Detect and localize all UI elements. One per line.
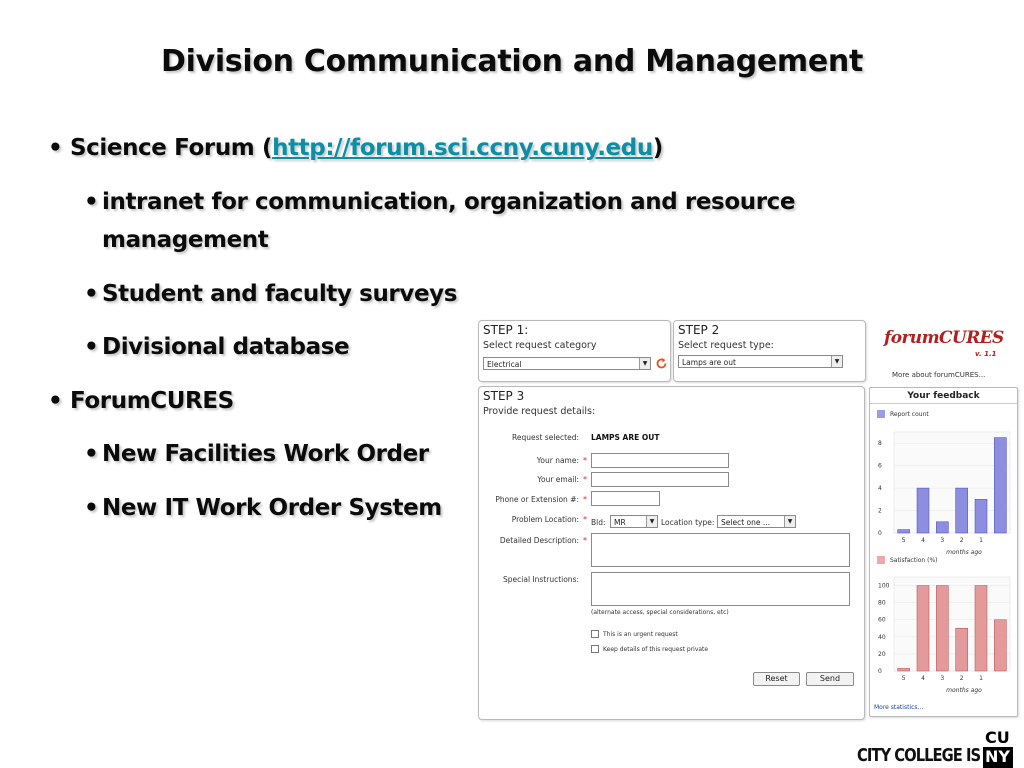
step3-title: STEP 3 [483, 389, 525, 403]
x-tick-label: 5 [901, 537, 906, 544]
urgent-checkbox[interactable] [591, 630, 599, 638]
bullet-text: intranet for communication, organization and resource [102, 189, 796, 215]
x-tick-label: 1 [979, 537, 983, 544]
description-label: Detailed Description: [499, 536, 579, 545]
location-type-select-value: Select one ... [721, 518, 771, 527]
bullet-surveys [84, 281, 458, 307]
bullet-dot: • [48, 388, 63, 414]
bar [898, 530, 910, 533]
x-tick-label: 4 [921, 675, 925, 682]
step1-title: STEP 1: [483, 323, 529, 337]
name-label: Your name: [536, 456, 579, 465]
x-tick-label: 4 [921, 537, 925, 544]
bar [917, 586, 929, 671]
x-tick-label: 1 [979, 675, 983, 682]
bullet-intranet-cont [102, 227, 268, 253]
chevron-down-icon: ▼ [831, 356, 842, 367]
step3-subtitle: Provide request details: [483, 406, 596, 417]
step3-panel [478, 386, 865, 720]
slide-title: Division Communication and Management [160, 44, 864, 79]
forum-link[interactable]: http://forum.sci.ccny.cuny.edu [272, 135, 653, 161]
bullet-text: New IT Work Order System [102, 495, 442, 521]
bullet-science-forum [48, 135, 663, 161]
bullet-forumcures [48, 388, 234, 414]
reset-button[interactable]: Reset [753, 672, 800, 686]
location-type-select[interactable] [717, 515, 796, 528]
bar [936, 586, 948, 671]
x-tick-label: 3 [940, 537, 945, 544]
bar [917, 488, 929, 533]
request-selected-label: Request selected: [511, 433, 579, 442]
bullet-text: Divisional database [102, 334, 350, 360]
bar [898, 668, 910, 671]
category-select-value: Electrical [487, 360, 522, 369]
email-input[interactable] [591, 472, 729, 487]
instructions-hint: (alternate access, special considerations, etc) [591, 609, 729, 616]
y-tick-label: 0 [878, 668, 882, 675]
bullet-text: ForumCURES [70, 388, 234, 414]
x-tick-label: 2 [959, 537, 964, 544]
x-axis-label: months ago [946, 687, 982, 694]
x-tick-label: 5 [901, 675, 906, 682]
bar [956, 628, 968, 671]
y-tick-label: 20 [878, 650, 886, 658]
bullet-text: Student and faculty surveys [102, 281, 458, 307]
y-tick-label: 80 [878, 599, 886, 607]
step2-subtitle: Select request type: [678, 340, 774, 351]
private-checkbox[interactable] [591, 645, 599, 653]
bar [975, 499, 987, 533]
more-about-link[interactable]: More about forumCURES... [892, 371, 986, 379]
required-mark: * [583, 536, 587, 545]
bar [994, 438, 1006, 533]
bullet-text: ) [652, 135, 663, 161]
category-select[interactable] [483, 357, 651, 370]
step2-title: STEP 2 [678, 323, 720, 337]
x-tick-label: 2 [959, 675, 964, 682]
satisfaction-chart [870, 571, 1017, 699]
bar [975, 586, 987, 671]
plot-area [894, 577, 1010, 671]
location-label: Problem Location: [511, 515, 579, 524]
cuny-mark-top: CU [985, 728, 1010, 747]
bar [956, 488, 968, 533]
bullet-it [84, 495, 442, 521]
version-label: v. 1.1 [975, 350, 997, 358]
y-tick-label: 8 [878, 440, 882, 448]
legend-swatch [877, 410, 885, 418]
step1-subtitle: Select request category [483, 340, 597, 351]
bld-label: Bld: [591, 518, 606, 527]
name-input[interactable] [591, 453, 729, 468]
required-mark: * [583, 475, 587, 484]
y-tick-label: 60 [878, 616, 886, 624]
description-textarea[interactable] [591, 533, 850, 567]
cuny-mark [983, 728, 1019, 768]
x-tick-label: 3 [940, 675, 945, 682]
private-label: Keep details of this request private [603, 646, 709, 653]
bullet-dot: • [84, 441, 99, 467]
forumcures-logo: forumCURES [884, 328, 1004, 348]
send-button[interactable]: Send [806, 672, 854, 686]
bullet-dot: • [48, 135, 63, 161]
city-college-brand: CITY COLLEGE IS [857, 745, 981, 766]
phone-input[interactable] [591, 491, 660, 506]
chevron-down-icon: ▼ [646, 516, 657, 527]
step2-panel [673, 320, 866, 382]
required-mark: * [583, 515, 587, 524]
x-axis-label: months ago [946, 549, 982, 556]
y-tick-label: 6 [878, 462, 882, 470]
y-tick-label: 0 [878, 530, 882, 537]
bullet-facilities [84, 441, 429, 467]
bullet-text: Science Forum ( [70, 135, 273, 161]
y-tick-label: 100 [878, 582, 890, 590]
request-selected-value: LAMPS ARE OUT [591, 433, 660, 442]
bullet-dot: • [84, 495, 99, 521]
instructions-label: Special Instructions: [503, 575, 579, 584]
refresh-icon[interactable] [655, 357, 668, 370]
legend-satisfaction: Satisfaction (%) [890, 557, 938, 564]
chevron-down-icon: ▼ [784, 516, 795, 527]
y-tick-label: 40 [878, 633, 886, 641]
required-mark: * [583, 456, 587, 465]
cuny-mark-bottom: NY [985, 747, 1010, 766]
chevron-down-icon: ▼ [639, 358, 650, 369]
feedback-title: Your feedback [907, 391, 980, 401]
bullet-database [84, 334, 350, 360]
building-select[interactable] [610, 515, 658, 528]
urgent-label: This is an urgent request [603, 631, 678, 638]
feedback-panel [869, 387, 1018, 717]
more-statistics-link[interactable]: More statistics... [874, 704, 924, 711]
instructions-textarea[interactable] [591, 572, 850, 606]
phone-label: Phone or Extension #: [495, 495, 579, 504]
building-select-value: MR [614, 518, 626, 527]
plot-area [894, 432, 1010, 533]
bar [936, 522, 948, 533]
bullet-dot: • [84, 334, 99, 360]
bullet-dot: • [84, 189, 99, 215]
request-type-select-value: Lamps are out [682, 358, 736, 367]
bullet-intranet [84, 189, 796, 215]
report-count-chart [870, 426, 1017, 561]
required-mark: * [583, 495, 587, 504]
legend-swatch [877, 556, 885, 564]
bar [994, 620, 1006, 671]
y-tick-label: 2 [878, 507, 882, 515]
y-tick-label: 4 [878, 485, 882, 493]
divider [870, 403, 1017, 404]
bullet-text: management [102, 227, 269, 253]
bullet-text: New Facilities Work Order [102, 441, 429, 467]
legend-report-count: Report count [890, 411, 929, 418]
email-label: Your email: [537, 475, 579, 484]
step1-panel [478, 320, 671, 382]
bullet-dot: • [84, 281, 99, 307]
location-type-label: Location type: [661, 518, 715, 527]
request-type-select[interactable] [678, 355, 843, 368]
